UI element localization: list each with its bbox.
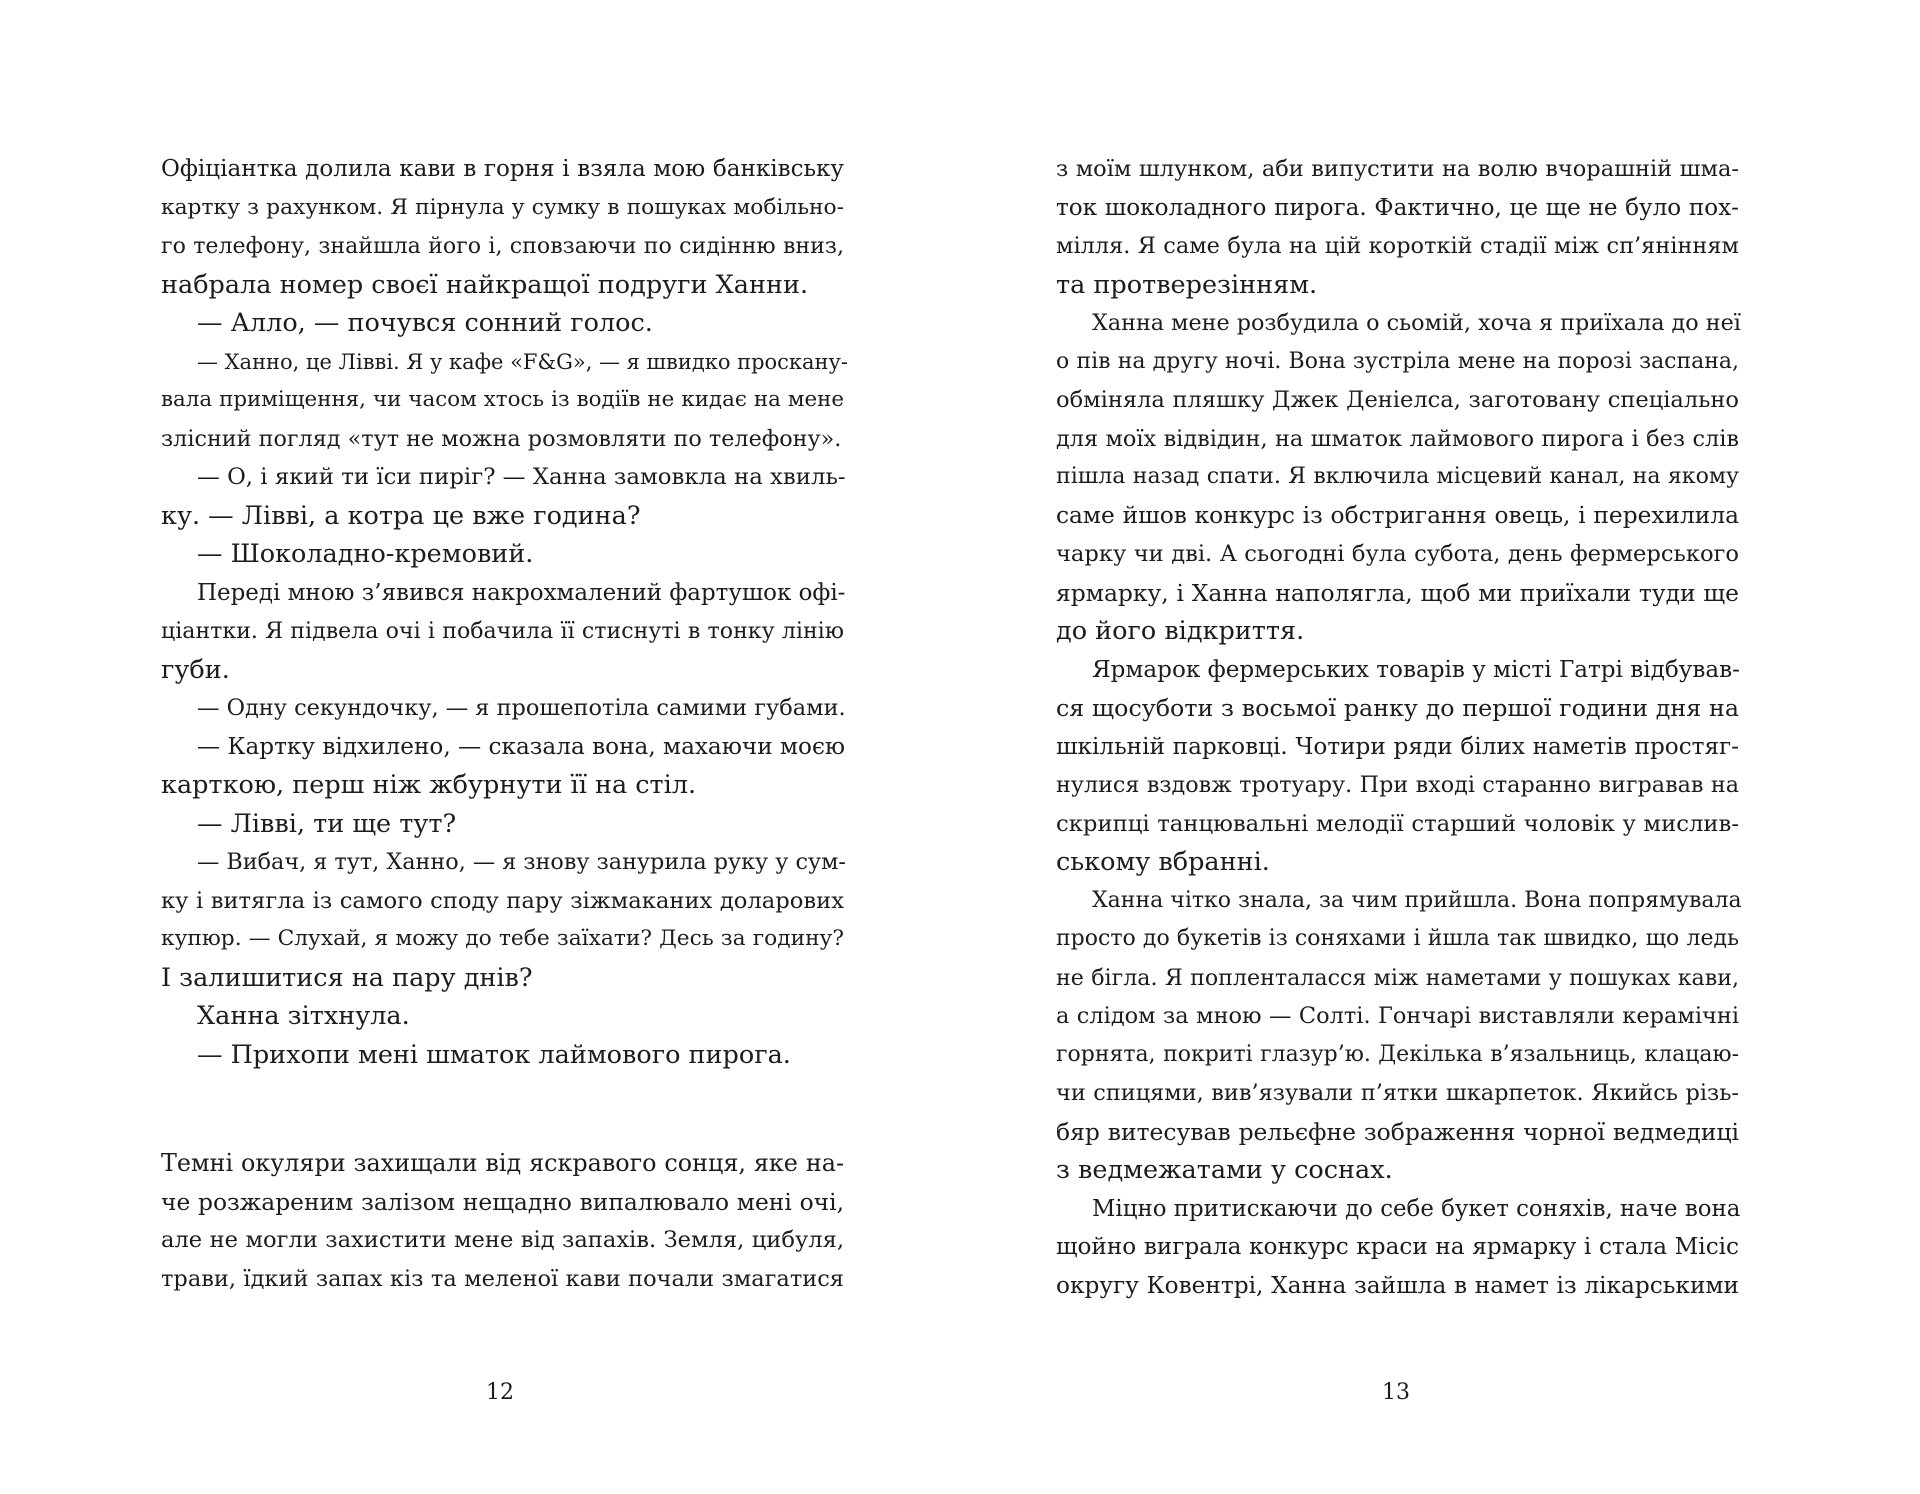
text-line: І залишитися на пару днів?: [161, 962, 533, 993]
left-page-text-block-1: [161, 150, 848, 1074]
text-line: карткою, перш ніж жбурнути її на стіл.: [161, 770, 697, 800]
text-line: картку з рахунком. Я пірнула у сумку в пошуках мобільно-: [161, 194, 844, 220]
text-line: купюр. — Слухай, я можу до тебе заїхати? Десь за годину?: [161, 926, 844, 951]
text-line: набрала номер своєї найкращої подруги Ханни.: [161, 269, 809, 300]
text-line: Ханна зітхнула.: [197, 1001, 410, 1031]
text-line: чи спицями, вив’язували п’ятки шкарпеток. Якийсь різь-: [1056, 1080, 1739, 1106]
text-line: просто до букетів із соняхами і йшла так швидко, що ледь: [1056, 926, 1739, 951]
text-line: ку і витягла із самого споду пару зіжмаканих доларових: [161, 887, 844, 914]
text-line: Темні окуляри захищали від яскравого сонця, яке на-: [161, 1149, 844, 1177]
text-line: — Алло, — почувся сонний голос.: [197, 308, 653, 338]
text-line: але не могли захистити мене від запахів. Земля, цибуля,: [161, 1227, 844, 1253]
text-line: губи.: [161, 654, 230, 685]
text-line: ку. — Лівві, а котра це вже година?: [161, 500, 641, 531]
text-line: — Шоколадно-кремовий.: [197, 539, 534, 569]
text-line: округу Ковентрі, Ханна зайшла в намет із лікарськими: [1056, 1271, 1739, 1299]
text-line: Міцно притискаючи до себе букет соняхів, наче вона: [1092, 1195, 1741, 1222]
left-page-text-block-2: [161, 1144, 844, 1298]
text-line: Офіціантка долила кави в горня і взяла мою банківську: [161, 156, 844, 182]
right-page-text-block: [1056, 150, 1742, 1305]
text-line: саме йшов конкурс із обстригання овець, і перехилила: [1056, 501, 1739, 529]
text-line: — Картку відхилено, — сказала вона, махаючи моєю: [197, 733, 846, 760]
text-line: го телефону, знайшла його і, сповзаючи по сидінню вниз,: [161, 233, 844, 259]
page-number: 13: [1382, 1380, 1410, 1405]
text-line: — Лівві, ти ще тут?: [197, 808, 457, 839]
text-line: бяр витесував рельєфне зображення чорної ведмедиці: [1056, 1117, 1739, 1146]
text-line: для моїх відвідин, на шматок лаймового пирога і без слів: [1056, 425, 1739, 452]
text-line: Переді мною з’явився накрохмалений фартушок офі-: [197, 579, 846, 606]
text-line: — О, і який ти їси пиріг? — Ханна замовкла на хвиль-: [197, 464, 846, 490]
text-line: обміняла пляшку Джек Деніелса, заготовану спеціально: [1056, 387, 1739, 413]
text-line: — Вибач, я тут, Ханно, — я знову занурила руку у сум-: [197, 849, 846, 875]
text-line: ціантки. Я підвела очі і побачила її стиснуті в тонку лінію: [161, 618, 844, 644]
text-line: че розжареним залізом нещадно випалювало мені очі,: [161, 1187, 844, 1216]
text-line: ток шоколадного пирога. Фактично, це ще не було пох-: [1056, 194, 1739, 221]
text-line: — Ханно, це Лівві. Я у кафе «F&G», — я швидко проскану-: [197, 349, 848, 374]
text-line: та протверезінням.: [1056, 269, 1318, 300]
text-line: до його відкриття.: [1056, 616, 1305, 646]
text-line: а слідом за мною — Солті. Гончарі виставляли керамічні: [1056, 1003, 1739, 1029]
text-line: о пів на другу ночі. Вона зустріла мене на порозі заспана,: [1056, 348, 1739, 374]
text-line: з ведмежатами у соснах.: [1056, 1155, 1393, 1185]
text-line: — Прихопи мені шматок лаймового пирога.: [197, 1039, 791, 1070]
page-number: 12: [486, 1380, 514, 1405]
text-line: Ханна чітко знала, за чим прийшла. Вона попрямувала: [1092, 887, 1742, 913]
text-line: ському вбранні.: [1056, 847, 1270, 877]
text-line: мілля. Я саме була на цій короткій стадії між сп’янінням: [1056, 233, 1739, 259]
text-line: горнята, покриті глазур’ю. Декілька в’язальниць, клацаю-: [1056, 1041, 1739, 1067]
text-line: не бігла. Я попленталасся між наметами у пошуках кави,: [1056, 964, 1739, 991]
text-line: скрипці танцювальні мелодії старший чоловік у мислив-: [1056, 810, 1739, 837]
text-line: Ханна мене розбудила о сьомій, хоча я приїхала до неї: [1092, 310, 1741, 336]
text-line: вала приміщення, чи часом хтось із водіїв не кидає на мене: [161, 387, 844, 412]
text-line: — Одну секундочку, — я прошепотіла самими губами.: [197, 695, 846, 721]
text-line: ся щосуботи з восьмої ранку до першої години дня на: [1056, 694, 1739, 722]
text-line: ярмарку, і Ханна наполягла, щоб ми приїхали туди ще: [1056, 578, 1739, 607]
text-line: чарку чи дві. А сьогодні була субота, день фермерського: [1056, 541, 1739, 567]
text-line: пішла назад спати. Я включила місцевий канал, на якому: [1056, 464, 1739, 489]
text-line: Ярмарок фермерських товарів у місті Гатрі відбував-: [1092, 656, 1740, 683]
text-line: трави, їдкий запах кіз та меленої кави почали змагатися: [161, 1265, 844, 1292]
text-line: нулися вздовж тротуару. При вході старанно вигравав на: [1056, 772, 1739, 798]
text-line: щойно виграла конкурс краси на ярмарку і стала Місіс: [1056, 1234, 1739, 1260]
text-line: з моїм шлунком, аби випустити на волю вчорашній шма-: [1056, 156, 1739, 182]
text-line: злісний погляд «тут не можна розмовляти по телефону».: [161, 425, 842, 452]
right-page: [960, 0, 1920, 1494]
text-line: шкільній парковці. Чотири ряди білих наметів простяг-: [1056, 733, 1739, 760]
